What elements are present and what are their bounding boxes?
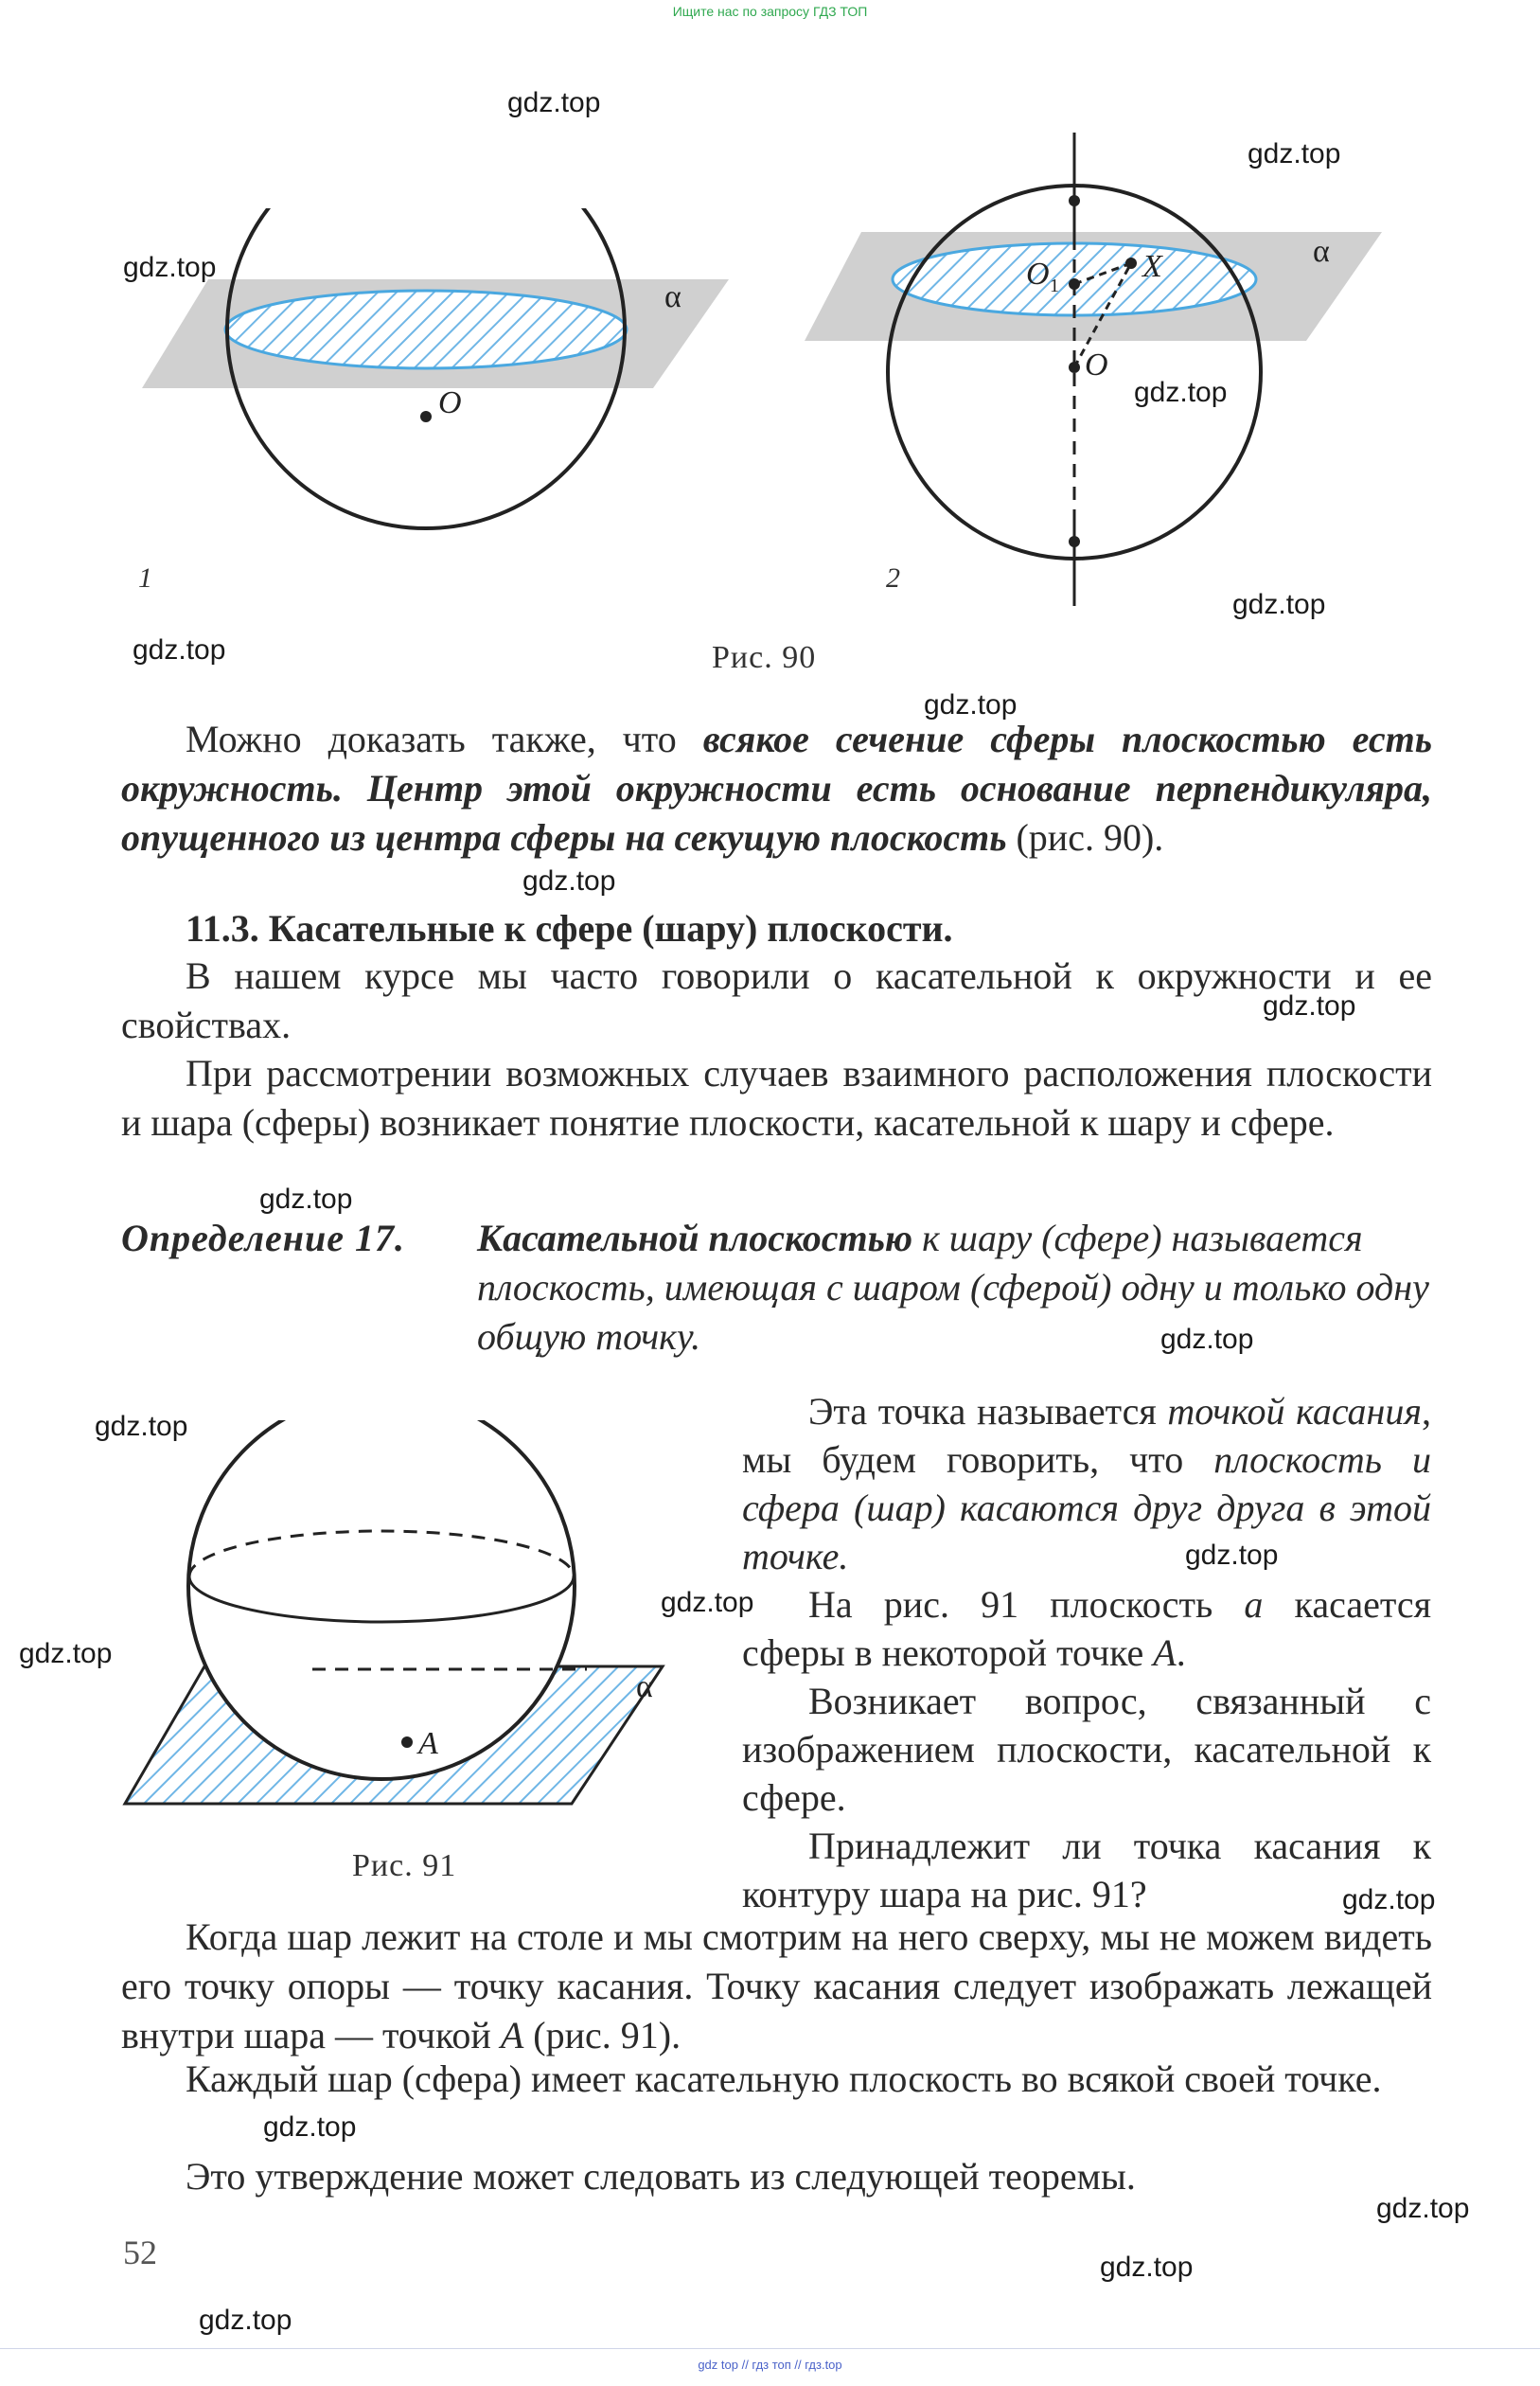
side-p1-a: Эта точка называется [808,1390,1168,1433]
side-text [742,1387,1431,1918]
side-p1-b: точкой касания [1167,1390,1422,1433]
side-p4: Принадлежит ли точка касания к контуру шара на рис. 91? [742,1825,1431,1915]
side-p2-c: касается сферы в некоторой точке [742,1583,1432,1674]
watermark: gdz.top [1376,2193,1470,2224]
center-label: O [438,385,462,420]
watermark: gdz.top [1185,1540,1279,1571]
paragraph-cases [121,1049,1432,1148]
definition-text [477,1214,1433,1362]
alpha-label: α [664,279,681,314]
side-p3: Возникает вопрос, связанный с изображением плоскости, касательной к сфере. [742,1680,1431,1819]
side-p1 [742,1387,1431,1580]
side-p2 [742,1580,1431,1677]
sphere-outline [188,1420,575,1779]
side-p1-c: , мы будем говорить, что [742,1390,1431,1481]
point-a [401,1736,413,1748]
para1-lead: Можно доказать также, что [186,718,703,760]
watermark: gdz.top [19,1638,113,1669]
point-x-label: X [1142,249,1162,284]
watermark: gdz.top [123,252,217,283]
watermark: gdz.top [1100,2252,1194,2283]
top-banner: Ищите нас по запросу ГДЗ ТОП [672,4,868,19]
para1-statement: всякое сечение сферы плоскостью есть окружность. Центр этой окружности есть основание перпендикуляра, опущенного из центра сферы на секущую плоскость [121,718,1432,859]
figure-90-panel-1 [123,208,767,625]
para3-text: При рассмотрении возможных случаев взаимного расположения плоскости и шара (сферы) возникает понятие плоскости, касательной к шару и сфере. [121,1052,1432,1144]
alpha-label: α [636,1669,653,1704]
para4-c: (рис. 91). [523,2014,681,2057]
section-circle [225,291,627,368]
figure-91-caption: Рис. 91 [352,1848,457,1883]
side-p1-d: плоскость и сфера (шар) касаются друг друга в этой точке. [742,1438,1431,1577]
para4-b: A [500,2014,524,2057]
side-p2-d: A [1153,1631,1177,1674]
side-p2-a: На рис. 91 плоскость [808,1583,1245,1626]
paragraph-theorem [121,2152,1432,2201]
watermark: gdz.top [1263,990,1356,1022]
watermark: gdz.top [95,1411,188,1442]
definition-term: Касательной плоскостью [477,1217,913,1259]
watermark: gdz.top [522,865,616,897]
bottom-banner: gdz top // гдз топ // гдз.top [698,2358,842,2372]
watermark: gdz.top [1232,589,1326,620]
side-p2-b: a [1244,1583,1264,1626]
panel-number: 2 [886,562,900,594]
side-p2-e: . [1176,1631,1186,1674]
center-label: O [1085,347,1108,383]
watermark: gdz.top [199,2305,292,2336]
paragraph-every-ball [121,2055,1432,2104]
para4-a: Когда шар лежит на столе и мы смотрим на него сверху, мы не можем видеть его точку опоры — точку касания. Точку касания следует изображать лежащей внутри шара — точкой [121,1915,1432,2057]
watermark: gdz.top [259,1184,353,1215]
definition-body: к шару (сфере) называется плоскость, имеющая с шаром (сферой) одну и только одну общую точку. [477,1217,1429,1358]
center-small-label: O [1026,257,1050,292]
watermark: gdz.top [924,689,1018,721]
figure-91 [114,1420,700,1837]
point-a-label: A [418,1726,438,1761]
alpha-label: α [1313,234,1330,269]
panel-number: 1 [138,562,152,594]
watermark: gdz.top [133,634,226,666]
para2-text: В нашем курсе мы часто говорили о касательной к окружности и ее свойствах. [121,954,1432,1046]
watermark: gdz.top [1160,1324,1254,1355]
paragraph-sections [121,715,1432,863]
figure-90-panel-2 [805,133,1410,625]
watermark: gdz.top [1342,1884,1436,1915]
paragraph-course [121,952,1432,1050]
point-x [1125,258,1137,269]
paragraph-table [121,1913,1432,2060]
para5-text: Каждый шар (сфера) имеет касательную плоскость во всякой своей точке. [186,2057,1382,2100]
definition-label: Определение 17. [121,1217,405,1259]
watermark: gdz.top [661,1587,754,1618]
watermark: gdz.top [263,2111,357,2143]
section-heading: 11.3. Касательные к сфере (шару) плоскости. [186,907,953,950]
figure-90-caption: Рис. 90 [712,640,817,675]
para6-text: Это утверждение может следовать из следующей теоремы. [186,2155,1136,2198]
page-number: 52 [123,2234,157,2271]
watermark: gdz.top [507,87,601,118]
center-small-subscript: 1 [1050,276,1059,296]
para1-tail: (рис. 90). [1006,816,1164,859]
watermark: gdz.top [1134,377,1228,408]
center-point [420,411,432,422]
bottom-divider [0,2348,1540,2349]
watermark: gdz.top [1248,138,1341,169]
